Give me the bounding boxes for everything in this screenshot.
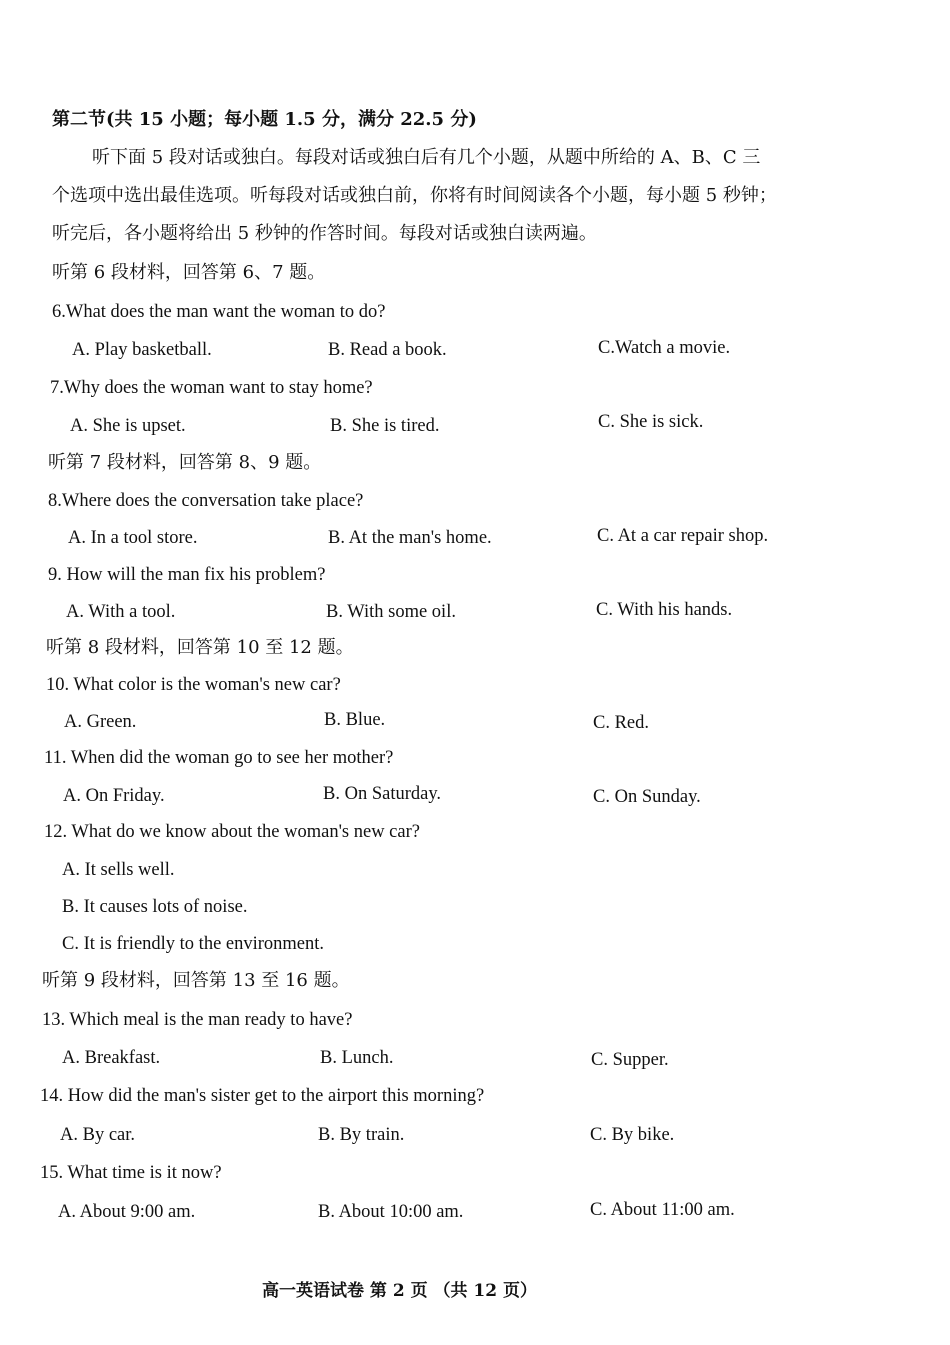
- option-c: C.Watch a movie.: [598, 338, 731, 358]
- question-stem: 6.What does the man want the woman to do?: [52, 302, 386, 322]
- option-c: C. About 11:00 am.: [590, 1200, 735, 1220]
- option-c: C. Red.: [593, 713, 650, 733]
- option-a: A. By car.: [60, 1125, 136, 1145]
- option-c: C. It is friendly to the environment.: [62, 934, 325, 954]
- question-stem: 11. When did the woman go to see her mother?: [44, 748, 394, 768]
- question-stem: 10. What color is the woman's new car?: [46, 675, 341, 695]
- question-stem: 14. How did the man's sister get to the airport this morning?: [40, 1086, 485, 1106]
- option-a: A. She is upset.: [70, 416, 186, 436]
- question-stem: 7.Why does the woman want to stay home?: [50, 378, 373, 398]
- option-a: A. With a tool.: [66, 602, 176, 622]
- option-c: C. With his hands.: [596, 600, 733, 620]
- option-c: C. By bike.: [590, 1125, 675, 1145]
- option-b: B. Lunch.: [320, 1048, 394, 1068]
- option-a: A. About 9:00 am.: [58, 1202, 196, 1222]
- section-title: 第二节(共 15 小题；每小题 1.5 分，满分 22.5 分): [52, 109, 477, 130]
- option-a: A. Breakfast.: [62, 1048, 161, 1068]
- option-a: A. In a tool store.: [68, 528, 198, 548]
- option-b: B. With some oil.: [326, 602, 456, 622]
- option-c: C. At a car repair shop.: [597, 526, 769, 546]
- option-b: B. By train.: [318, 1125, 405, 1145]
- instruction-line-2: 个选项中选出最佳选项。听每段对话或独白前，你将有时间阅读各个小题，每小题 5 秒钟；: [52, 185, 777, 206]
- option-b: B. Read a book.: [328, 340, 447, 360]
- option-b: B. She is tired.: [330, 416, 440, 436]
- question-stem: 8.Where does the conversation take place?: [48, 491, 364, 511]
- group-label: 听第 7 段材料，回答第 8、9 题。: [48, 452, 322, 473]
- group-label: 听第 9 段材料，回答第 13 至 16 题。: [42, 970, 350, 991]
- option-b: B. At the man's home.: [328, 528, 492, 548]
- question-stem: 12. What do we know about the woman's new car?: [44, 822, 420, 842]
- page-footer: 高一英语试卷 第 2 页 （共 12 页）: [262, 1281, 537, 1301]
- option-b: B. It causes lots of noise.: [62, 897, 248, 917]
- question-stem: 13. Which meal is the man ready to have?: [42, 1010, 353, 1030]
- option-a: A. Play basketball.: [72, 340, 212, 360]
- option-a: A. Green.: [64, 712, 137, 732]
- option-a: A. On Friday.: [63, 786, 165, 806]
- option-b: B. About 10:00 am.: [318, 1202, 464, 1222]
- option-b: B. On Saturday.: [323, 784, 442, 804]
- question-stem: 9. How will the man fix his problem?: [48, 565, 326, 585]
- instruction-line-3: 听完后，各小题将给出 5 秒钟的作答时间。每段对话或独白读两遍。: [52, 223, 597, 244]
- instruction-line-1: 听下面 5 段对话或独白。每段对话或独白后有几个小题，从题中所给的 A、B、C 三: [92, 147, 761, 168]
- option-c: C. She is sick.: [598, 412, 704, 432]
- group-label: 听第 6 段材料，回答第 6、7 题。: [52, 262, 326, 283]
- option-b: B. Blue.: [324, 710, 386, 730]
- question-stem: 15. What time is it now?: [40, 1163, 222, 1183]
- group-label: 听第 8 段材料，回答第 10 至 12 题。: [46, 637, 354, 658]
- option-c: C. On Sunday.: [593, 787, 701, 807]
- option-a: A. It sells well.: [62, 860, 175, 880]
- option-c: C. Supper.: [591, 1050, 669, 1070]
